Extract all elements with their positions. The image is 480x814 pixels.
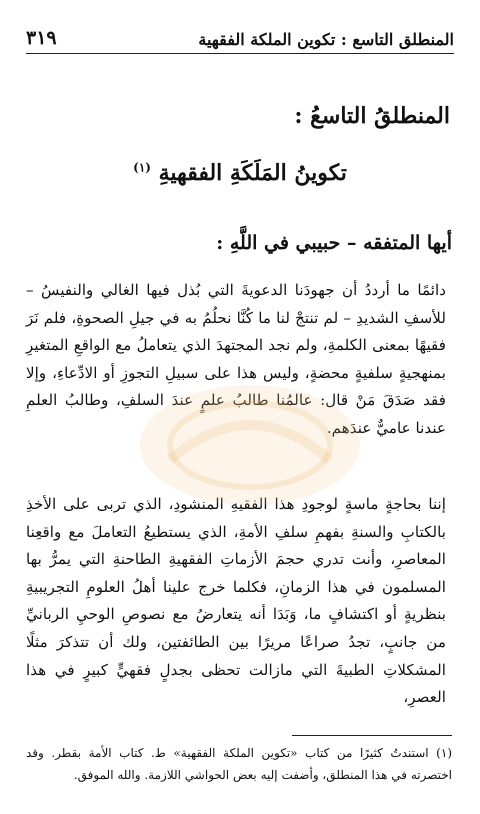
section-title: المنطلقُ التاسعُ : bbox=[294, 103, 450, 129]
page-header bbox=[26, 24, 454, 54]
address-heading: أيها المتفقه – حبيبي في اللَّهِ : bbox=[216, 232, 452, 254]
chapter-title-text: تكوينُ المَلَكَةِ الفقهيةِ bbox=[158, 160, 347, 186]
footnote-divider bbox=[292, 735, 452, 736]
page-number: ٣١٩ bbox=[26, 27, 57, 49]
running-title: المنطلق التاسع : تكوين الملكة الفقهية bbox=[198, 30, 454, 49]
paragraph-2: إننا بحاجةٍ ماسةٍ لوجودِ هذا الفقيهِ المنشودِ، الذي تربى على الأخذِ بالكتابِ والسنةِ بفهمِ سلفِ الأمةِ، الذي يستطيعُ التعاملَ مع واقعِنا المعاصرِ، وأنت تدري حجمَ الأزماتِ الفقهيةِ الطاحنةِ التي يمرُّ بها المسلمون في هذا الزمانِ، فكلما خرج علينا أهلُ العلومِ التجريبيةِ بنظريةٍ أو اكتشافٍ ما، وَبَدَا أنه يتعارضُ مع نصوصِ الوحيِ الربانيِّ من جانبٍ، تجدُ صراعًا مريرًا بين الطائفتين، ولك أن تتذكرَ مثلًا المشكلاتِ الطبيةَ التي مازالت تحظى بجدلٍ فقهيٍّ كبيرٍ في هذا العصرِ، bbox=[26, 495, 446, 707]
chapter-title bbox=[0, 160, 480, 186]
footnote-marker: (١) bbox=[133, 160, 151, 175]
footnote: (١) استندتُ كثيرًا من كتاب «تكوين الملكة الفقهية» ط. كتاب الأمة بقطر. وقد اختصرته في هذا المنطلق، وأضفت إليه بعض الحواشي اللازمة. والله الموفق. bbox=[26, 746, 452, 782]
paragraph-1: دائمًا ما أرددُ أن جهودَنا الدعويةَ التي بُذل فيها الغالي والنفيسُ – للأسفِ الشديدِ – لم تنتجْ لنا ما كُنَّا نحلُمُ به في جيلِ الصحوةِ، فلم نَرَ فقيهًا بمعنى الكلمةِ، ولم نجد المجتهدَ الذي يتعاملُ مع الواقعِ المتغيرِ بمنهجيةٍ سلفيةٍ محضةٍ، وليس هذا على سبيلِ التجوزِ أو الادِّعاءِ، وإلا فقد صَدَقَ مَنْ قال: عالمُنا طالبُ علمٍ عندَ السلفِ، وطالبُ العلمِ عندنا عاميٌّ عندَهم. bbox=[26, 281, 446, 437]
